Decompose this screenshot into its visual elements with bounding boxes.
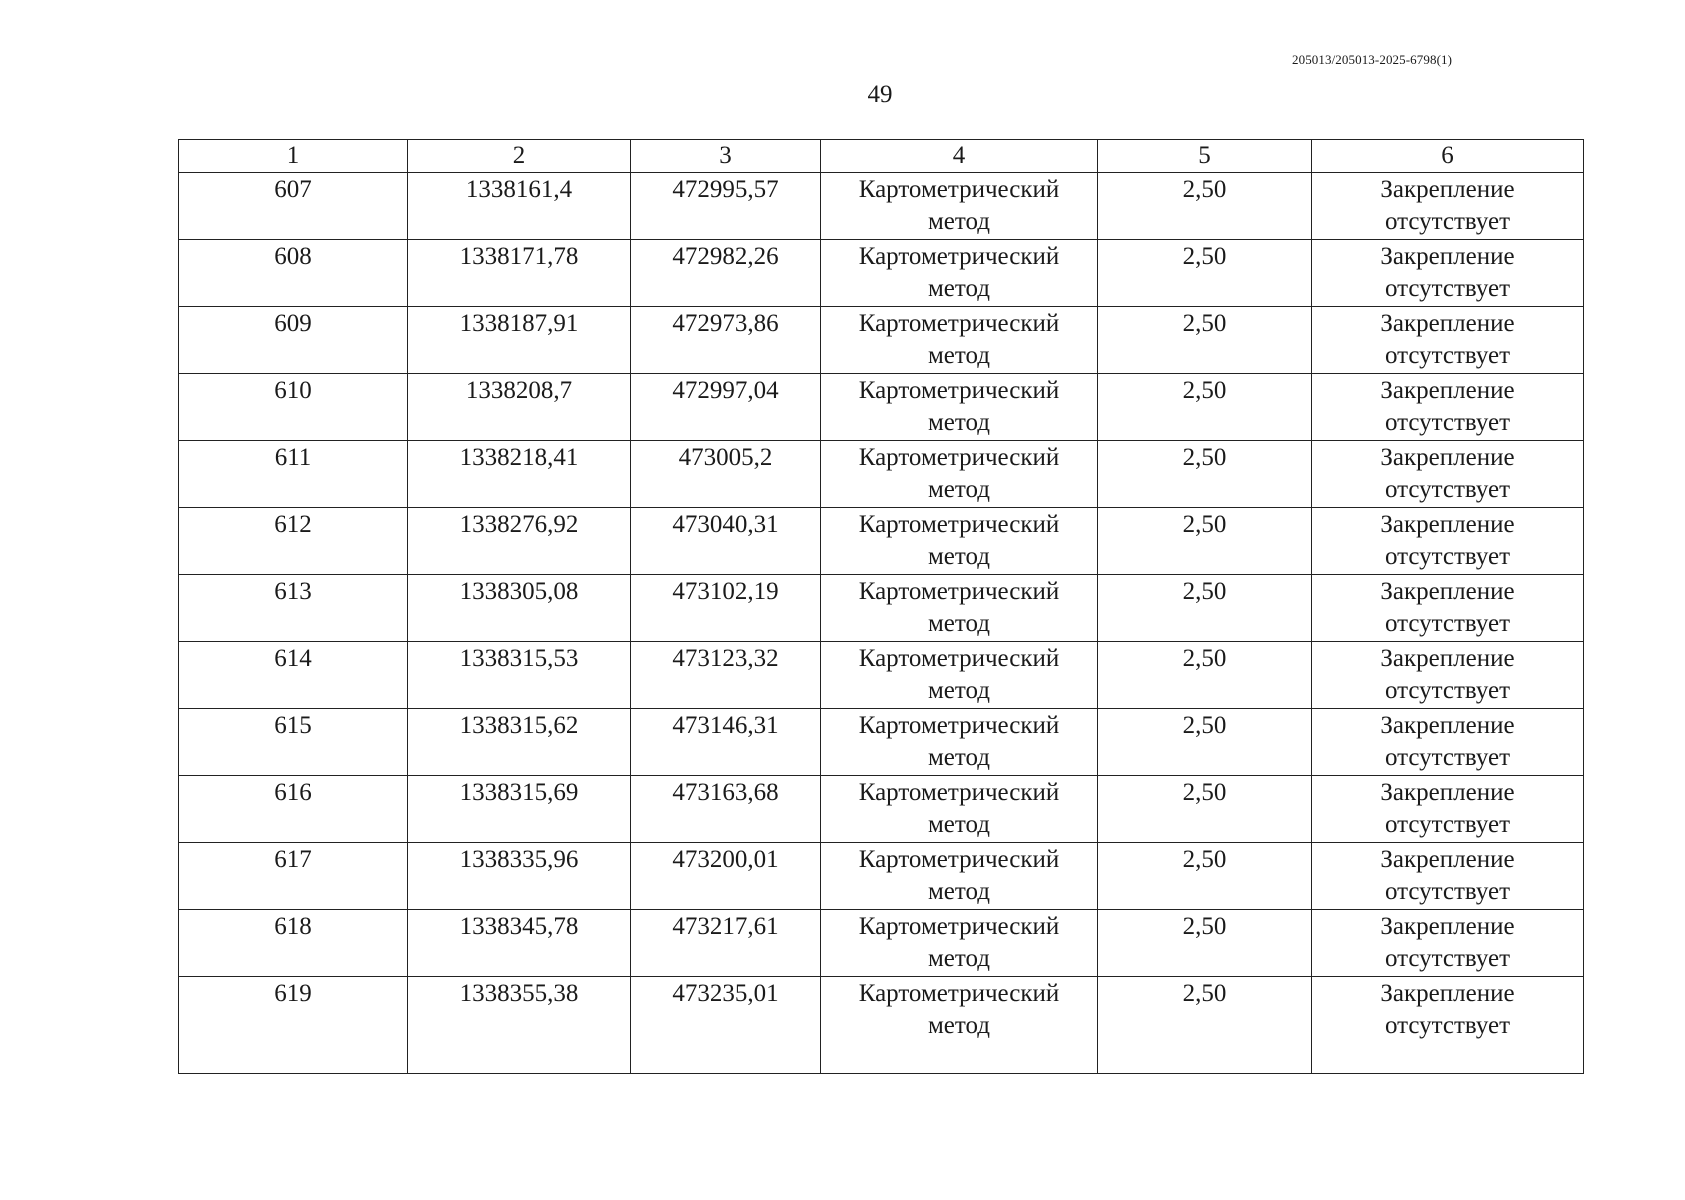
y-coordinate-text: 473146,31 [672,712,779,739]
cell-point-number [179,776,408,843]
point-number-text: 619 [274,980,312,1007]
cell-x-coordinate [408,709,631,776]
method-text: Картометрический метод [858,511,1060,570]
cell-point-number [179,575,408,642]
x-coordinate-text: 1338335,96 [459,846,579,873]
y-coordinate-text: 473005,2 [678,444,773,471]
table-row [179,642,1584,709]
method-text: Картометрический метод [858,779,1060,838]
point-number-text: 612 [274,511,312,538]
accuracy-text: 2,50 [1182,645,1227,672]
cell-y-coordinate [631,374,821,441]
accuracy-text: 2,50 [1182,913,1227,940]
cell-y-coordinate [631,843,821,910]
x-coordinate-text: 1338305,08 [459,578,579,605]
table-row [179,307,1584,374]
method-text: Картометрический метод [858,176,1060,235]
accuracy-text: 2,50 [1182,578,1227,605]
cell-x-coordinate [408,910,631,977]
point-number-text: 608 [274,243,312,270]
y-coordinate-text: 473163,68 [672,779,779,806]
cell-method [821,642,1098,709]
x-coordinate-text: 1338187,91 [459,310,579,337]
fixing-description-text: Закрепление отсутствует [1380,176,1515,235]
cell-x-coordinate [408,977,631,1074]
table-row [179,240,1584,307]
cell-fixing-description [1312,307,1584,374]
cell-x-coordinate [408,843,631,910]
y-coordinate-text: 473123,32 [672,645,779,672]
cell-x-coordinate [408,441,631,508]
cell-method [821,776,1098,843]
cell-fixing-description [1312,709,1584,776]
cell-point-number [179,307,408,374]
column-header-1: 1 [179,140,408,173]
table-row [179,508,1584,575]
cell-point-number [179,441,408,508]
y-coordinate-text: 472995,57 [672,176,779,203]
x-coordinate-text: 1338355,38 [459,980,579,1007]
cell-point-number [179,508,408,575]
accuracy-text: 2,50 [1182,176,1227,203]
method-text: Картометрический метод [858,444,1060,503]
table-row [179,843,1584,910]
table-row [179,575,1584,642]
cell-method [821,374,1098,441]
point-number-text: 609 [274,310,312,337]
cell-accuracy [1098,843,1312,910]
point-number-text: 617 [274,846,312,873]
y-coordinate-text: 472997,04 [672,377,779,404]
cell-y-coordinate [631,240,821,307]
table-row [179,374,1584,441]
cell-point-number [179,642,408,709]
cell-method [821,240,1098,307]
cell-point-number [179,843,408,910]
document-id: 205013/205013-2025-6798(1) [1292,52,1453,67]
cell-fixing-description [1312,374,1584,441]
cell-y-coordinate [631,776,821,843]
header-row [179,140,1584,173]
fixing-description-text: Закрепление отсутствует [1380,377,1515,436]
y-coordinate-text: 473235,01 [672,980,779,1007]
point-number-text: 615 [274,712,312,739]
accuracy-text: 2,50 [1182,712,1227,739]
y-coordinate-text: 472973,86 [672,310,779,337]
cell-method [821,843,1098,910]
fixing-description-text: Закрепление отсутствует [1380,511,1515,570]
cell-fixing-description [1312,642,1584,709]
cell-x-coordinate [408,173,631,240]
column-header-4: 4 [821,140,1098,173]
accuracy-text: 2,50 [1182,444,1227,471]
x-coordinate-text: 1338218,41 [459,444,579,471]
x-coordinate-text: 1338208,7 [465,377,573,404]
cell-point-number [179,240,408,307]
y-coordinate-text: 473040,31 [672,511,779,538]
cell-y-coordinate [631,173,821,240]
column-header-6: 6 [1312,140,1584,173]
point-number-text: 607 [274,176,312,203]
cell-x-coordinate [408,307,631,374]
cell-x-coordinate [408,240,631,307]
cell-accuracy [1098,977,1312,1074]
cell-fixing-description [1312,240,1584,307]
cell-method [821,977,1098,1074]
point-number-text: 616 [274,779,312,806]
cell-fixing-description [1312,508,1584,575]
cell-fixing-description [1312,441,1584,508]
method-text: Картометрический метод [858,846,1060,905]
cell-y-coordinate [631,642,821,709]
cell-accuracy [1098,173,1312,240]
cell-fixing-description [1312,977,1584,1074]
cell-x-coordinate [408,776,631,843]
coordinates-table [178,139,1584,1074]
cell-accuracy [1098,575,1312,642]
table-body [179,173,1584,1074]
cell-accuracy [1098,441,1312,508]
cell-fixing-description [1312,843,1584,910]
table-row [179,977,1584,1074]
cell-x-coordinate [408,508,631,575]
x-coordinate-text: 1338315,69 [459,779,579,806]
method-text: Картометрический метод [858,377,1060,436]
point-number-text: 613 [274,578,312,605]
cell-point-number [179,910,408,977]
cell-y-coordinate [631,307,821,374]
cell-method [821,508,1098,575]
fixing-description-text: Закрепление отсутствует [1380,243,1515,302]
cell-x-coordinate [408,642,631,709]
y-coordinate-text: 473217,61 [672,913,779,940]
cell-method [821,441,1098,508]
method-text: Картометрический метод [858,712,1060,771]
table-row [179,441,1584,508]
cell-accuracy [1098,374,1312,441]
cell-accuracy [1098,709,1312,776]
fixing-description-text: Закрепление отсутствует [1380,846,1515,905]
fixing-description-text: Закрепление отсутствует [1380,310,1515,369]
table-row [179,776,1584,843]
cell-y-coordinate [631,709,821,776]
cell-method [821,307,1098,374]
page-number: 49 [867,81,893,108]
point-number-text: 610 [274,377,312,404]
fixing-description-text: Закрепление отсутствует [1380,980,1515,1039]
fixing-description-text: Закрепление отсутствует [1380,444,1515,503]
x-coordinate-text: 1338276,92 [459,511,579,538]
accuracy-text: 2,50 [1182,243,1227,270]
point-number-text: 611 [274,444,312,471]
cell-fixing-description [1312,910,1584,977]
cell-y-coordinate [631,508,821,575]
cell-y-coordinate [631,977,821,1074]
method-text: Картометрический метод [858,578,1060,637]
x-coordinate-text: 1338345,78 [459,913,579,940]
cell-y-coordinate [631,575,821,642]
table-row [179,709,1584,776]
cell-x-coordinate [408,374,631,441]
cell-fixing-description [1312,173,1584,240]
cell-accuracy [1098,910,1312,977]
x-coordinate-text: 1338161,4 [465,176,573,203]
cell-point-number [179,977,408,1074]
x-coordinate-text: 1338171,78 [459,243,579,270]
cell-fixing-description [1312,776,1584,843]
table-row [179,910,1584,977]
cell-y-coordinate [631,910,821,977]
method-text: Картометрический метод [858,645,1060,704]
fixing-description-text: Закрепление отсутствует [1380,779,1515,838]
cell-y-coordinate [631,441,821,508]
cell-accuracy [1098,776,1312,843]
cell-point-number [179,709,408,776]
table-row [179,173,1584,240]
point-number-text: 618 [274,913,312,940]
column-header-3: 3 [631,140,821,173]
accuracy-text: 2,50 [1182,980,1227,1007]
accuracy-text: 2,50 [1182,511,1227,538]
point-number-text: 614 [274,645,312,672]
cell-point-number [179,374,408,441]
accuracy-text: 2,50 [1182,846,1227,873]
fixing-description-text: Закрепление отсутствует [1380,578,1515,637]
method-text: Картометрический метод [858,243,1060,302]
column-header-5: 5 [1098,140,1312,173]
fixing-description-text: Закрепление отсутствует [1380,645,1515,704]
cell-x-coordinate [408,575,631,642]
accuracy-text: 2,50 [1182,310,1227,337]
y-coordinate-text: 472982,26 [672,243,779,270]
cell-point-number [179,173,408,240]
method-text: Картометрический метод [858,913,1060,972]
y-coordinate-text: 473102,19 [672,578,779,605]
cell-method [821,173,1098,240]
fixing-description-text: Закрепление отсутствует [1380,913,1515,972]
table-header [179,140,1584,173]
x-coordinate-text: 1338315,53 [459,645,579,672]
cell-accuracy [1098,240,1312,307]
x-coordinate-text: 1338315,62 [459,712,579,739]
y-coordinate-text: 473200,01 [672,846,779,873]
column-header-2: 2 [408,140,631,173]
cell-accuracy [1098,307,1312,374]
accuracy-text: 2,50 [1182,779,1227,806]
method-text: Картометрический метод [858,980,1060,1039]
cell-method [821,575,1098,642]
cell-method [821,709,1098,776]
fixing-description-text: Закрепление отсутствует [1380,712,1515,771]
cell-accuracy [1098,508,1312,575]
accuracy-text: 2,50 [1182,377,1227,404]
cell-accuracy [1098,642,1312,709]
cell-method [821,910,1098,977]
cell-fixing-description [1312,575,1584,642]
method-text: Картометрический метод [858,310,1060,369]
